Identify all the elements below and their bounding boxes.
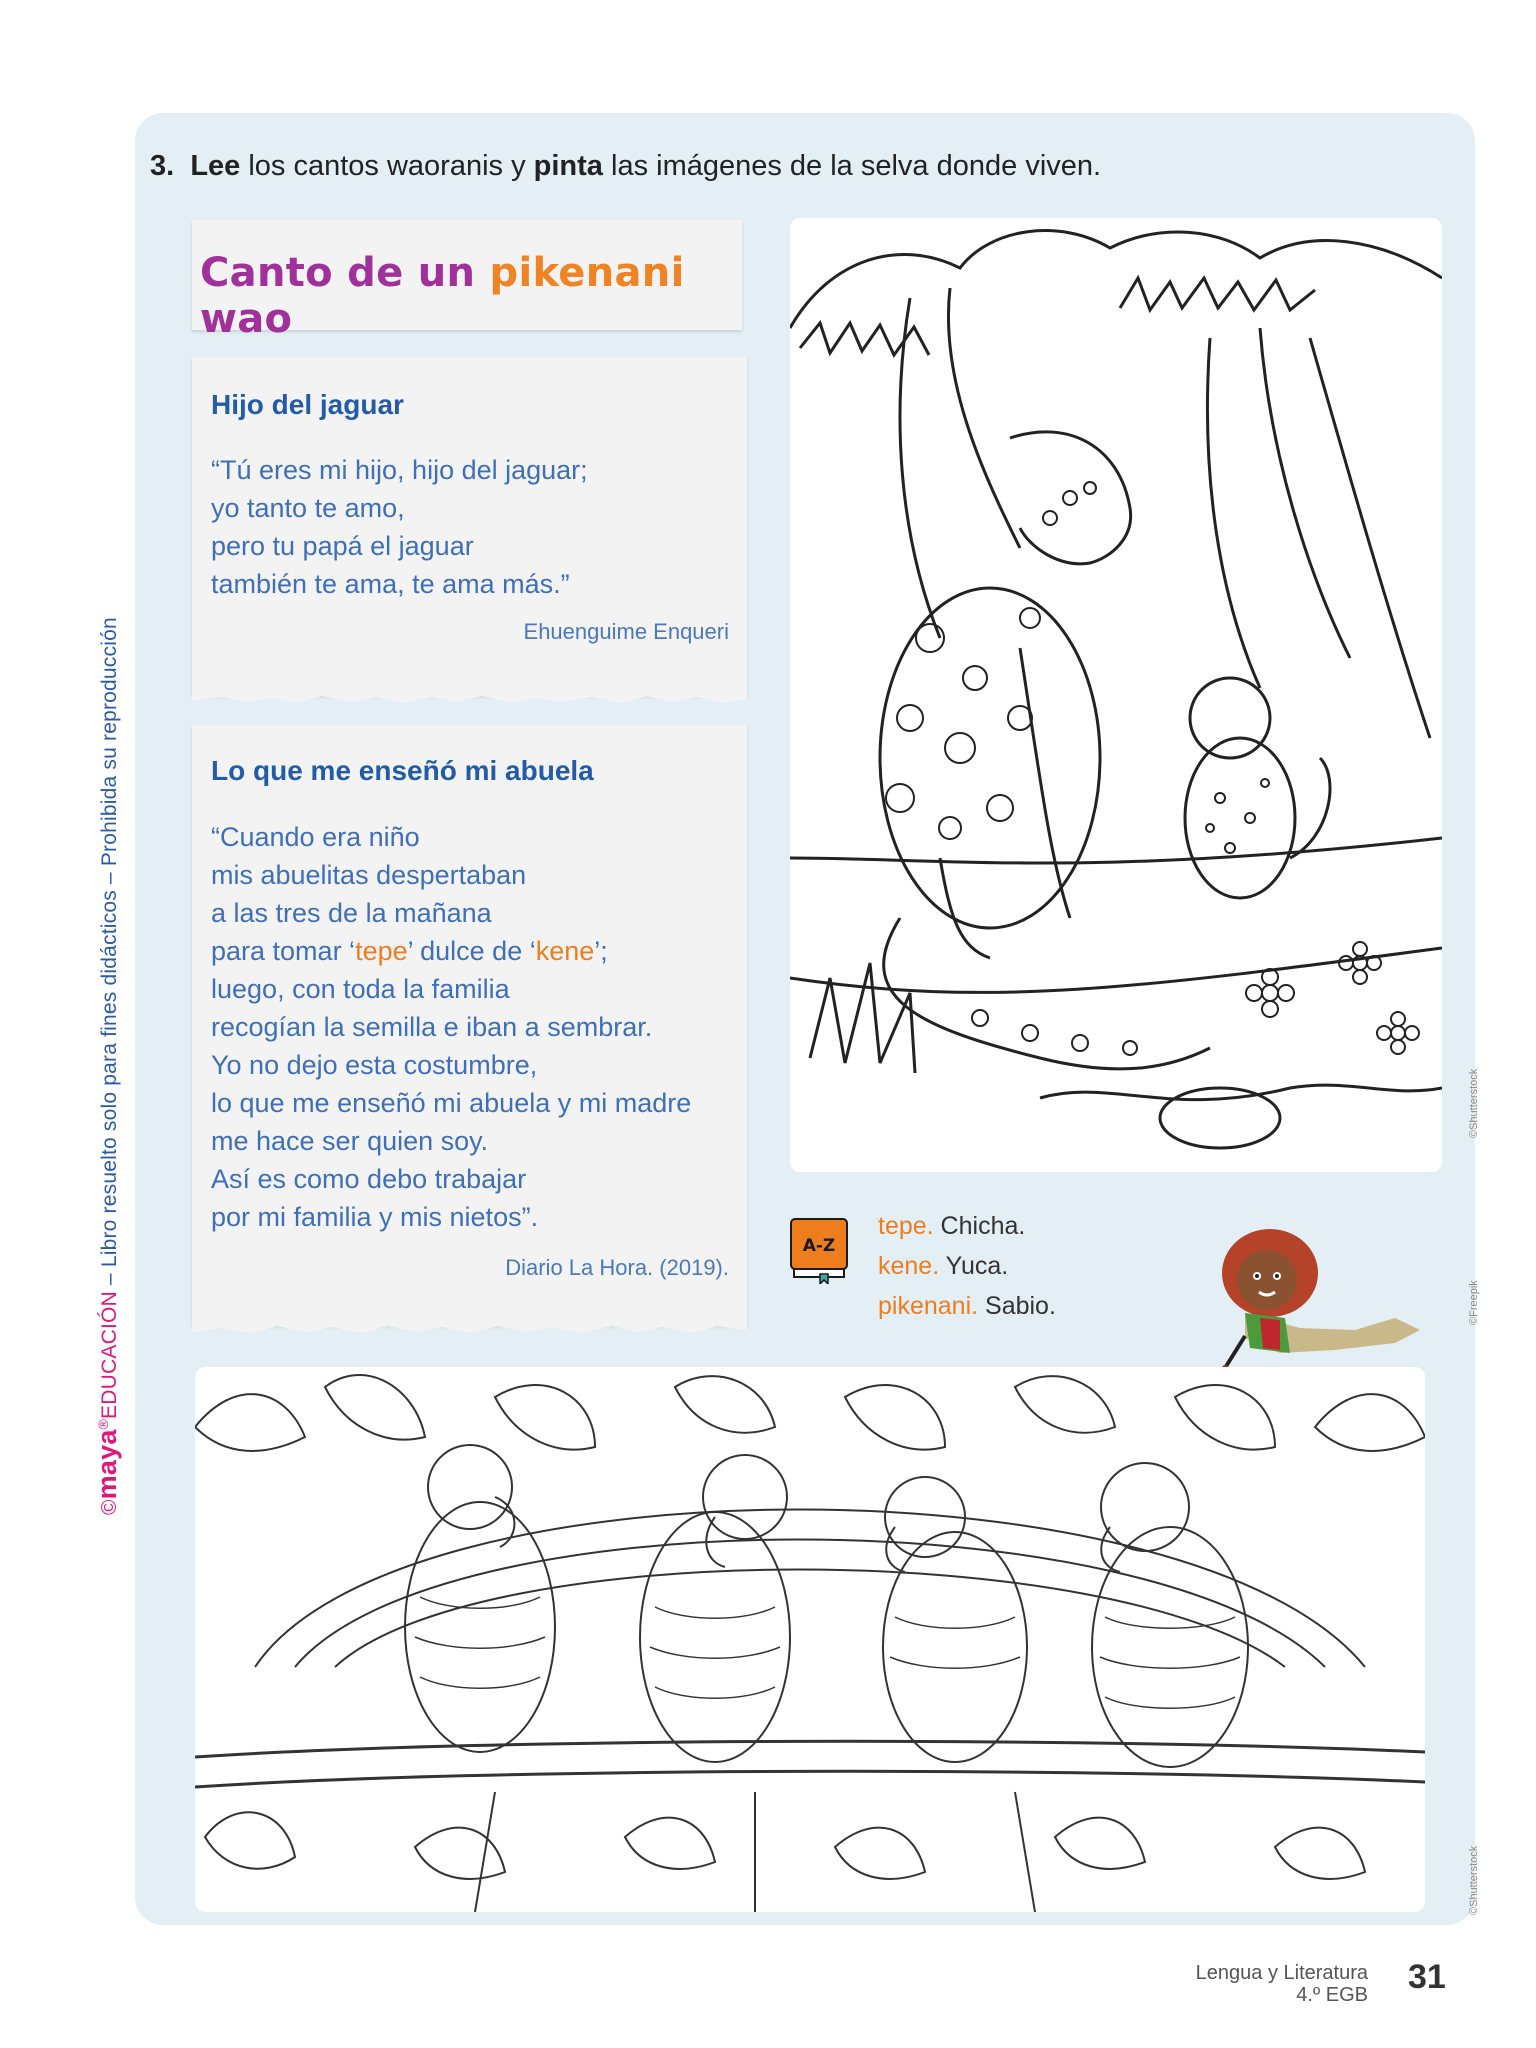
poem-line: yo tanto te amo,: [211, 493, 405, 523]
poem-line: me hace ser quien soy.: [211, 1126, 489, 1156]
instruction: [150, 150, 1101, 183]
song-title-card: [192, 220, 742, 342]
glossary-term: tepe.: [878, 1212, 934, 1240]
poem-line: Yo no dejo esta costumbre,: [211, 1050, 538, 1080]
maya-logo: maya: [92, 1429, 122, 1500]
song-title-part1: Canto de un: [200, 250, 490, 296]
glossary-definition: Sabio.: [978, 1292, 1056, 1320]
poem-text: para tomar ‘: [211, 936, 356, 966]
poem-line: lo que me enseñó mi abuela y mi madre: [211, 1088, 692, 1118]
poem-line: mis abuelitas despertaban: [211, 860, 527, 890]
poem-line: [211, 932, 691, 970]
poem-title: Lo que me enseñó mi abuela: [211, 755, 594, 786]
jaguar-coloring-image: [790, 218, 1442, 1172]
instruction-text-2: las imágenes de la selva donde viven.: [602, 150, 1102, 182]
poem-line: Así es como debo trabajar: [211, 1164, 527, 1194]
torn-edge: [192, 691, 747, 705]
instruction-number: 3.: [150, 150, 175, 182]
poem-author: Ehuenguime Enqueri: [523, 619, 729, 644]
glossary-entry: [878, 1246, 1056, 1286]
poem-text: ’ dulce de ‘: [407, 936, 536, 966]
poem-line: a las tres de la mañana: [211, 898, 492, 928]
poem-line: recogían la semilla e iban a sembrar.: [211, 1012, 653, 1042]
glossary-entry: [878, 1206, 1056, 1246]
instruction-verb-read: Lee: [190, 150, 241, 182]
publisher-name: EDUCACIÓN: [98, 1291, 121, 1419]
torn-edge: [192, 1321, 747, 1335]
poem-lines: [211, 451, 588, 603]
glossary-term: kene.: [878, 1252, 940, 1280]
subject-name: Lengua y Literatura: [1195, 1962, 1368, 1984]
poem-lines: [211, 818, 691, 1236]
dictionary-icon-label: A-Z: [802, 1236, 836, 1256]
glossary-entry: [878, 1286, 1056, 1326]
copyright-strip: [92, 617, 123, 1515]
song-title-highlight: pikenani: [489, 250, 685, 296]
footer-subject: [1196, 1962, 1368, 2006]
keyword-tepe: tepe: [355, 936, 408, 966]
reproduction-notice: – Libro resuelto solo para fines didácticos – Prohibida su reproducción: [98, 617, 121, 1292]
instruction-verb-paint: pinta: [533, 150, 603, 182]
poem-line: pero tu papá el jaguar: [211, 531, 474, 561]
glossary-definition: Yuca.: [939, 1252, 1009, 1280]
poem-line: “Tú eres mi hijo, hijo del jaguar;: [211, 455, 588, 485]
song-title-part2: wao: [200, 296, 293, 342]
poem-line: “Cuando era niño: [211, 822, 420, 852]
song-title: [200, 250, 742, 342]
poem-text: ’;: [594, 936, 608, 966]
glossary-term: pikenani.: [878, 1292, 979, 1320]
glossary-definition: Chicha.: [933, 1212, 1026, 1240]
poem-line: también te ama, te ama más.”: [211, 569, 570, 599]
page-number: 31: [1408, 1958, 1446, 1996]
poem-card-grandmother: [192, 725, 747, 1325]
copyright-symbol: ©: [98, 1499, 121, 1515]
registered-mark: ®: [95, 1418, 111, 1430]
image-credit: ©Freepik: [1468, 1280, 1480, 1325]
grade-level: 4.º EGB: [1296, 1984, 1368, 2006]
poem-title: Hijo del jaguar: [211, 389, 404, 420]
image-credit: ©Shutterstock: [1468, 1845, 1480, 1915]
child-drawing-illustration: [1205, 1218, 1425, 1373]
poem-source: Diario La Hora. (2019).: [505, 1255, 729, 1280]
poem-card-jaguar: [192, 357, 747, 695]
instruction-text-1: los cantos waoranis y: [240, 150, 534, 182]
image-credit: ©Shutterstock: [1468, 1068, 1480, 1138]
glossary: [878, 1206, 1056, 1326]
dictionary-icon: [790, 1218, 848, 1284]
poem-line: luego, con toda la familia: [211, 974, 510, 1004]
keyword-kene: kene: [535, 936, 595, 966]
parrots-coloring-image: [195, 1367, 1425, 1912]
poem-line: por mi familia y mis nietos”.: [211, 1202, 539, 1232]
